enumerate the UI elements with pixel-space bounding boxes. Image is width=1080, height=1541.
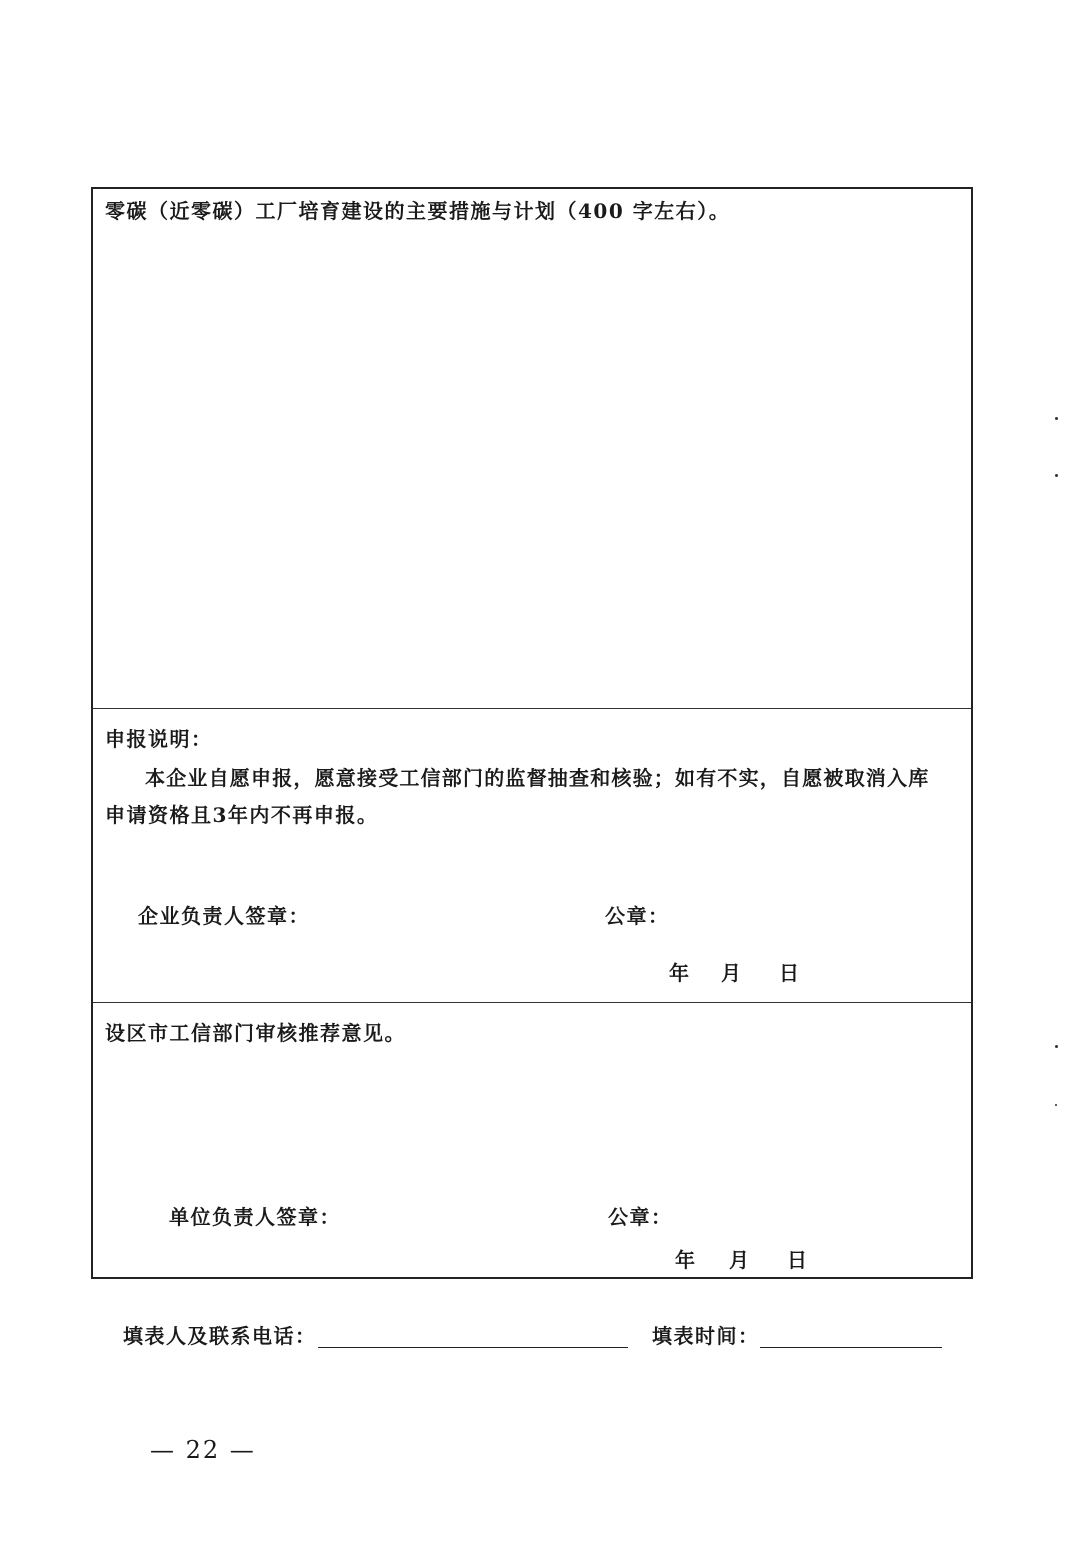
measures-plan-section — [93, 189, 971, 709]
measures-plan-heading: 零碳（近零碳）工厂培育建设的主要措施与计划（400 字左右）。 — [105, 199, 731, 223]
enterprise-date-day: 日 — [779, 961, 801, 985]
enterprise-seal-label: 公章： — [605, 904, 670, 928]
enterprise-date-year: 年 — [669, 961, 691, 985]
unit-seal-label: 公章： — [608, 1205, 673, 1229]
enterprise-date-month: 月 — [721, 961, 743, 985]
fill-date-label: 填表时间： — [652, 1324, 760, 1348]
scan-speck — [1055, 474, 1058, 477]
scan-speck — [1055, 417, 1058, 420]
declaration-heading: 申报说明： — [105, 727, 213, 751]
page-number: — 22 — — [150, 1436, 256, 1464]
filler-contact-label: 填表人及联系电话： — [123, 1324, 317, 1348]
fill-date-field[interactable] — [760, 1347, 942, 1348]
unit-date-year: 年 — [675, 1248, 697, 1272]
unit-signature-label: 单位负责人签章： — [169, 1205, 341, 1229]
enterprise-signature-label: 企业负责人签章： — [138, 904, 310, 928]
review-heading: 设区市工信部门审核推荐意见。 — [105, 1021, 406, 1045]
declaration-body-line2: 申请资格且3年内不再申报。 — [105, 803, 379, 827]
unit-date-day: 日 — [787, 1248, 809, 1272]
filler-contact-field[interactable] — [318, 1347, 628, 1348]
declaration-section — [93, 709, 971, 1003]
declaration-body-line1: 本企业自愿申报，愿意接受工信部门的监督抽查和核验；如有不实，自愿被取消入库 — [145, 766, 930, 790]
review-section — [93, 1003, 971, 1279]
scan-speck — [1055, 1104, 1057, 1106]
application-form-table — [91, 187, 973, 1279]
scan-speck — [1055, 1045, 1058, 1048]
unit-date-month: 月 — [729, 1248, 751, 1272]
